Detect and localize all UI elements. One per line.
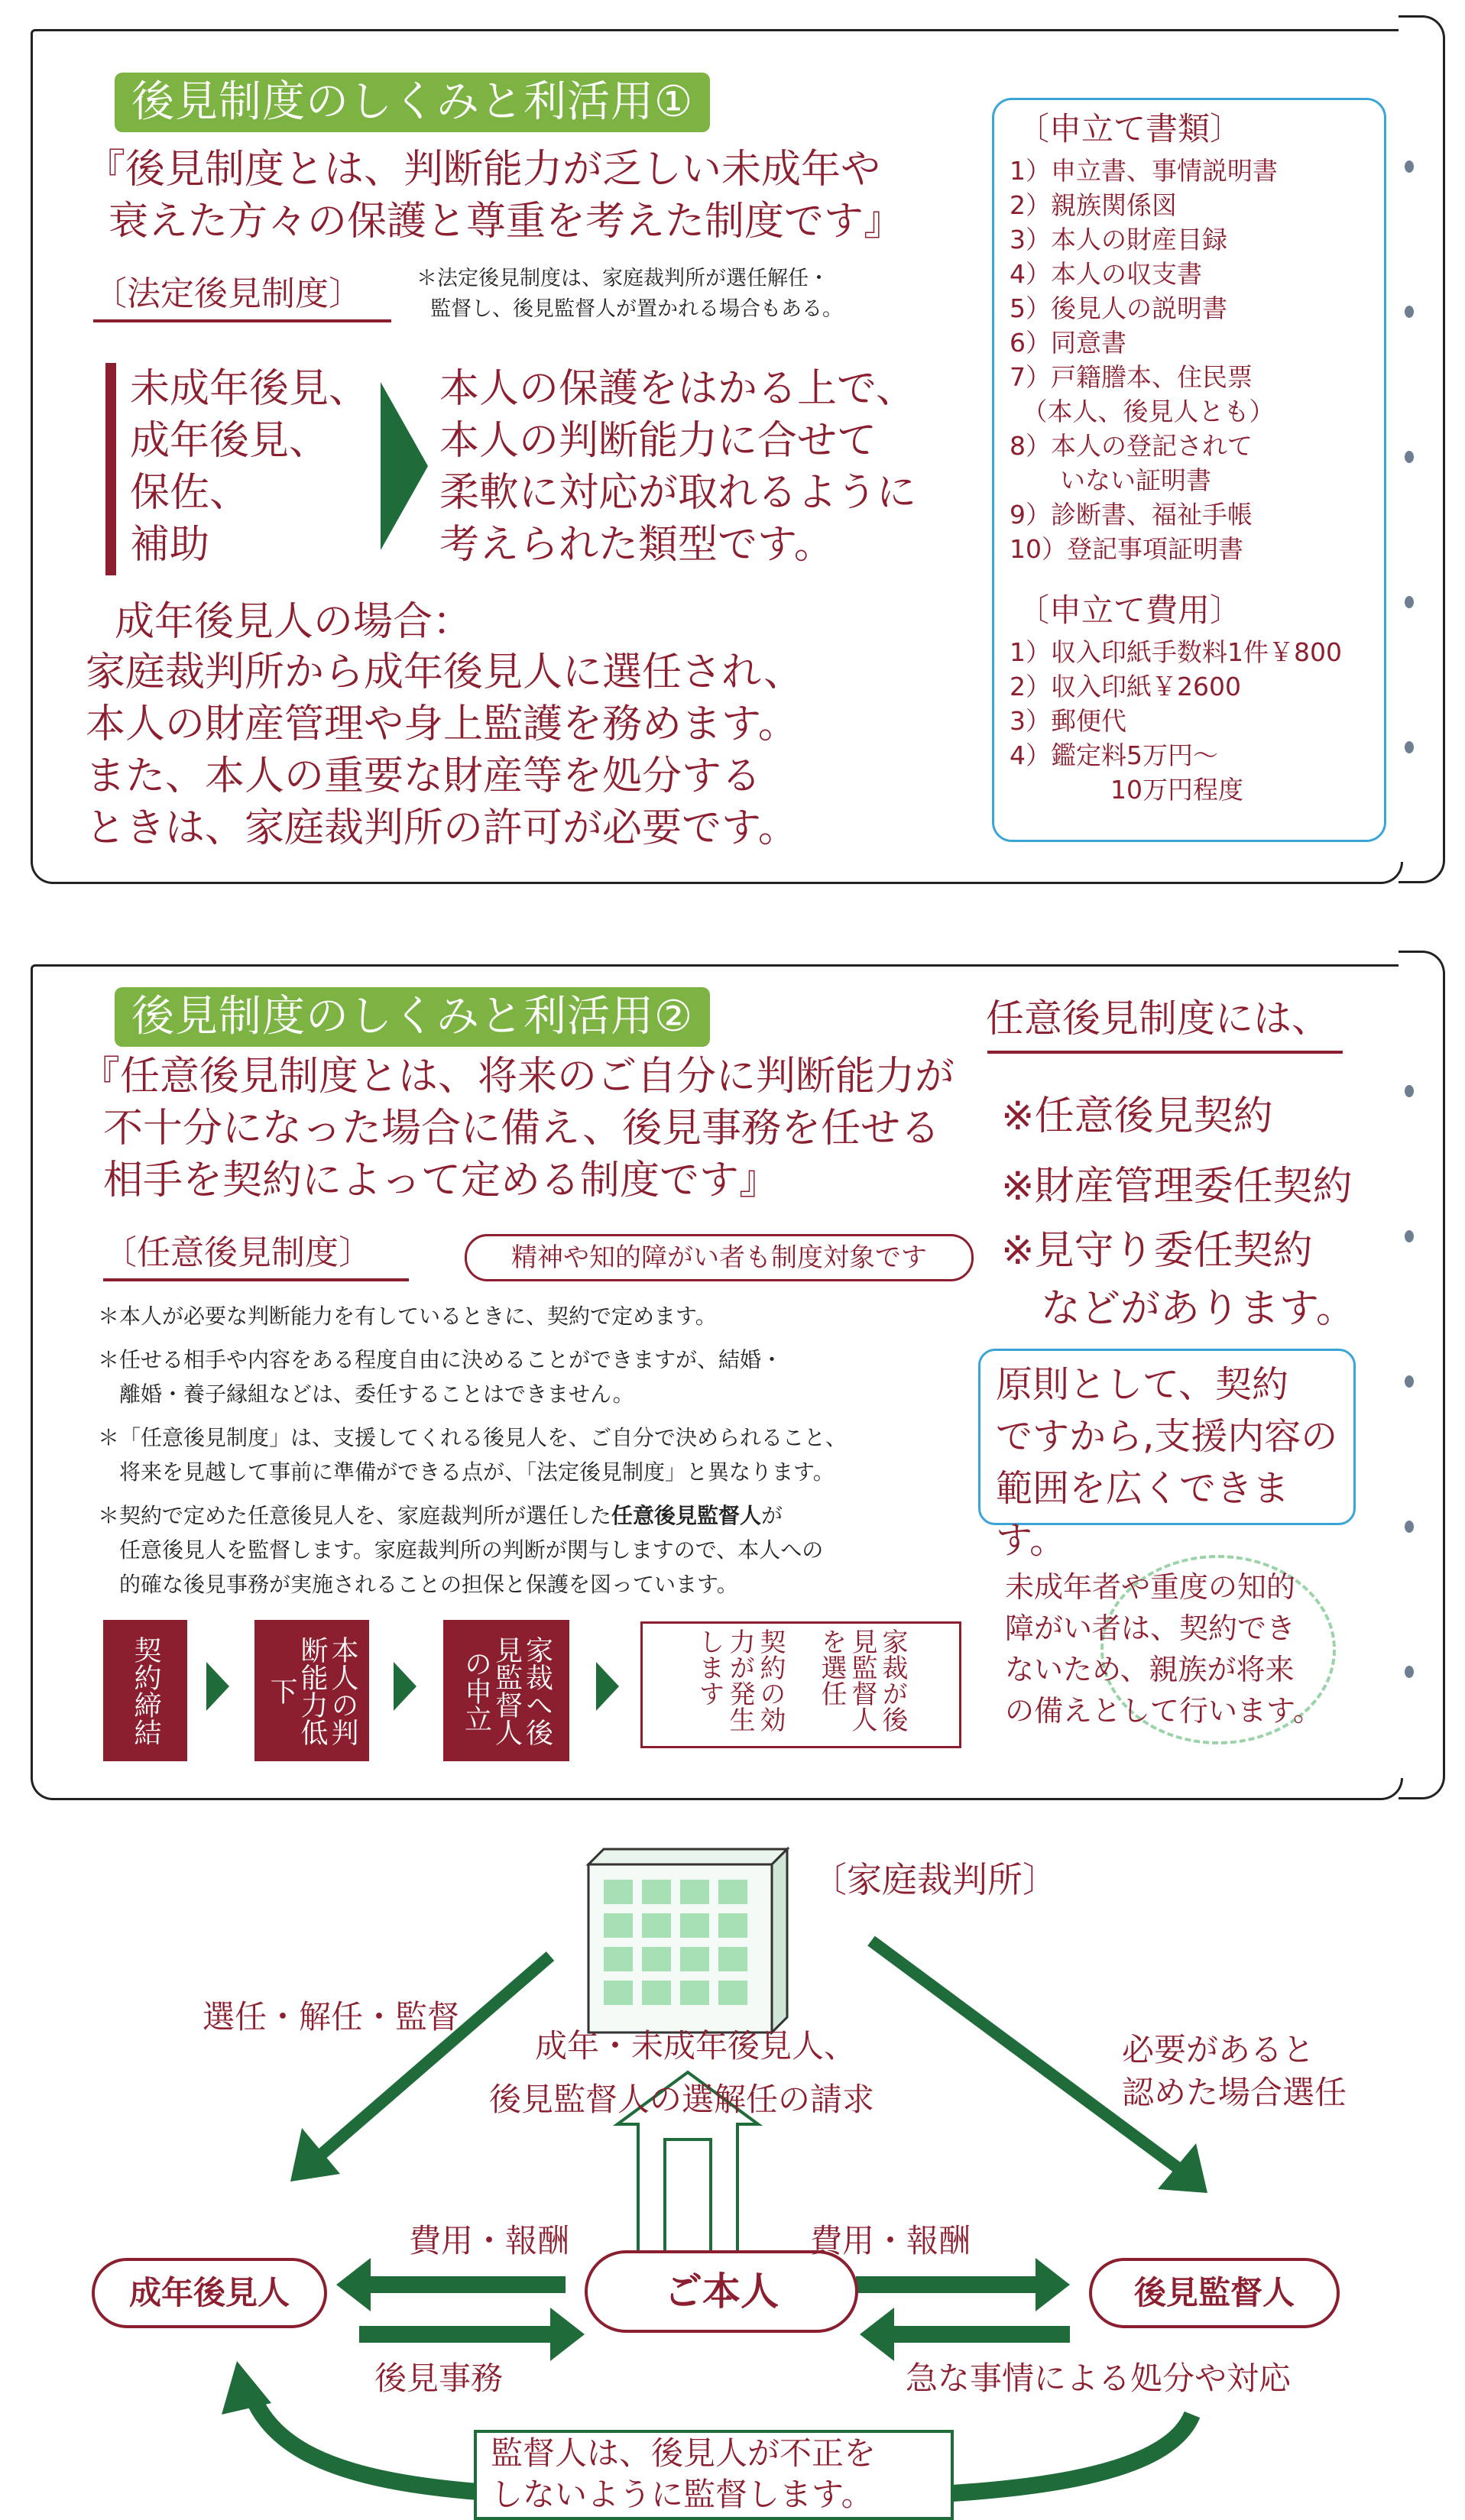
right-items: ※任意後見契約 ※財産管理委任契約 ※見守り委任契約 などがあります。 (1001, 1093, 1356, 1332)
scroll-ornament-icon (1405, 1375, 1414, 1388)
scroll-ornament-icon (1405, 1230, 1414, 1242)
minor-note: 未成年者や重度の知的 障がい者は、契約でき ないため、親族が将来 の備えとして行います。 (1005, 1570, 1322, 1728)
panel2-scroll-bottom (31, 1778, 1403, 1800)
flow-arrow-icon (394, 1662, 418, 1711)
guardian-desc: 家庭裁判所から成年後見人に選任され、 本人の財産管理や身上監護を務めます。 また、本人の重要な財産等を処分する ときは、家庭裁判所の許可が必要です。 (86, 649, 804, 851)
fees-heading: 〔申立て費用〕 (1017, 591, 1243, 629)
panel2-title: 後見制度のしくみと利活用② (115, 987, 710, 1047)
types-arrow-icon (381, 382, 434, 550)
heading-underline (93, 319, 391, 322)
scroll-ornament-icon (1405, 451, 1414, 463)
scroll-ornament-icon (1405, 1666, 1414, 1678)
panel1-section-heading: 〔法定後見制度〕 (93, 274, 362, 313)
scroll-ornament-icon (1405, 160, 1414, 173)
right-arrow-label: 必要があると 認めた場合選任 (1122, 2031, 1347, 2111)
scroll-ornament-icon (1405, 1521, 1414, 1533)
panel1-scroll-bottom (31, 862, 1403, 884)
panel1-title: 後見制度のしくみと利活用① (115, 73, 710, 132)
node-adult-guardian: 成年後見人 (92, 2258, 327, 2328)
left-arrow-label: 選任・解任・監督 (203, 1998, 460, 2036)
note-supervisor-line: ＊契約で定めた任意後見人を、家庭裁判所が選任した任意後見監督人が (98, 1503, 783, 1528)
docs-heading: 〔申立て書類〕 (1017, 110, 1243, 147)
flow-step-contract: 契約締結 (103, 1620, 187, 1761)
heading-underline (987, 1051, 1343, 1054)
panel1-types: 未成年後見、 成年後見、 保佐、 補助 (130, 366, 369, 568)
target-badge: 精神や知的障がい者も制度対象です (465, 1234, 974, 1281)
types-bar (105, 363, 116, 575)
node-supervisor: 後見監督人 (1089, 2258, 1340, 2328)
fee-right-label: 費用・報酬 (810, 2222, 971, 2259)
work-label: 後見事務 (374, 2360, 504, 2397)
center-request-label: 成年・未成年後見人、 後見監督人の選解任の請求 (489, 2027, 875, 2118)
docs-box (992, 98, 1386, 842)
fees-list: 1）収入印紙手数料1件￥800 2）収入印紙￥2600 3）郵便代 4）鑑定料5万円～ 10万円程度 (1010, 637, 1342, 805)
scroll-ornament-icon (1405, 596, 1414, 608)
panel1-types-desc: 本人の保護をはかる上で、 本人の判断能力に合せて 柔軟に対応が取れるように 考えられた類型です。 (439, 366, 917, 568)
flow-arrow-icon (596, 1662, 621, 1711)
heading-underline (103, 1278, 409, 1281)
supervision-box: 監督人は、後見人が不正を しないように監督します。 (474, 2430, 954, 2520)
panel1-quote: 『後見制度とは、判断能力が乏しい未成年や 衰えた方々の保護と尊重を考えた制度です』 (86, 147, 904, 245)
relationship-arrows (0, 1834, 1465, 2506)
scroll-ornament-icon (1405, 1085, 1414, 1097)
scroll-ornament-icon (1405, 306, 1414, 318)
scroll-ornament-icon (1405, 741, 1414, 753)
panel1-note: ＊法定後見制度は、家庭裁判所が選任解任・ 監督し、後見監督人が置かれる場合もある。 (416, 267, 843, 321)
guardian-heading: 成年後見人の場合： (115, 599, 473, 645)
node-principal: ご本人 (585, 2250, 858, 2333)
right-heading: 任意後見制度には、 (986, 996, 1330, 1041)
panel2-notes: ＊本人が必要な判断能力を有しているときに、契約で定めます。 ＊任せる相手や内容をある程度自由に決めることができますが、結婚・ 離婚・養子縁組などは、委任することはできません。 ＊「任意後見制度」は、支援してくれる後見人を、ご自分で決められること、 将来を見越して事前に準備ができる点が、「法定後見制度」と異なります。 ＊契約で定めた任意後見人を、家庭裁判所が選任した任意後見監督人が 任意後見人を監督します。家庭裁判所の判断が関与しますので、本人への 的確な後見事務が実施されることの担保と保護を図っています。 (98, 1299, 992, 1602)
panel2-section-heading: 〔任意後見制度〕 (103, 1233, 372, 1272)
flow-step-decline: 本人の判断能力低下 (254, 1620, 369, 1761)
court-building-icon (588, 1849, 787, 2033)
fee-left-label: 費用・報酬 (409, 2222, 570, 2259)
docs-list: 1）申立書、事情説明書 2）親族関係図 3）本人の財産目録 4）本人の収支書 5）後見人の説明書 6）同意書 7）戸籍謄本、住民票 （本人、後見人とも） 8）本人の登記されて いない証明書 9）診断書、福祉手帳 10）登記事項証明書 (1010, 156, 1278, 564)
principle-box: 原則として、契約 ですから,支援内容の 範囲を広くできます。 (978, 1349, 1356, 1525)
panel1-scroll-roll (1399, 15, 1445, 883)
flow-arrow-icon (206, 1662, 231, 1711)
flow-step-petition: 家裁へ後見監督人の申立 (443, 1620, 569, 1761)
flow-step-appoint: 家裁が後見監督人を選任 契約の効力が発生します (640, 1621, 961, 1748)
panel2-quote: 『任意後見制度とは、将来のご自分に判断能力が 不十分になった場合に備え、後見事務を任せる 相手を契約によって定める制度です』 (80, 1054, 955, 1203)
emergency-label: 急な事情による処分や対応 (906, 2360, 1292, 2397)
court-label: 〔家庭裁判所〕 (812, 1859, 1058, 1900)
